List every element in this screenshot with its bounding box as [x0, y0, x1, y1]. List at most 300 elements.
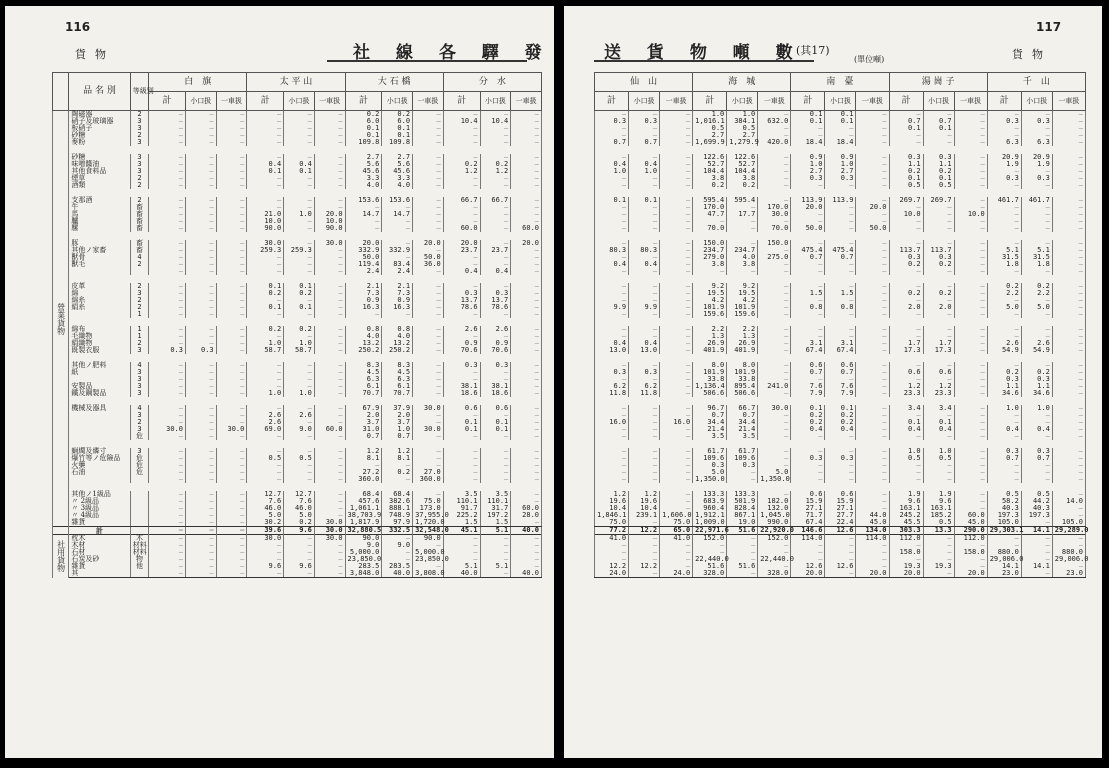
- cell-carload: —: [1052, 304, 1085, 311]
- cell-total: —: [987, 419, 1021, 426]
- cell-total: 91.7: [443, 505, 480, 512]
- item-name: 木材: [69, 542, 130, 549]
- cell-carload: —: [660, 505, 693, 512]
- cell-small-lot: —: [480, 448, 511, 455]
- cell-carload: —: [511, 326, 542, 333]
- cell-carload: —: [856, 505, 889, 512]
- cell-small-lot: 27.1: [825, 505, 856, 512]
- cell-carload: —: [216, 519, 247, 527]
- cell-total: 163.1: [889, 505, 923, 512]
- cell-total: —: [149, 455, 186, 462]
- cell-carload: —: [314, 390, 345, 397]
- col-small-lot: 小口扱: [629, 92, 660, 111]
- cell-total: —: [443, 218, 480, 225]
- cell-total: 0.3: [987, 448, 1021, 455]
- cell-total: —: [247, 182, 284, 189]
- cell-total: —: [987, 211, 1021, 218]
- cell-total: —: [987, 311, 1021, 318]
- cell-carload: —: [216, 254, 247, 261]
- cell-carload: —: [511, 383, 542, 390]
- cell-small-lot: —: [185, 519, 216, 527]
- cell-carload: —: [413, 304, 444, 311]
- cell-small-lot: 5.6: [382, 161, 413, 168]
- item-name: 枕木: [69, 535, 130, 543]
- cell-carload: —: [511, 311, 542, 318]
- item-name: 皮革: [69, 283, 130, 290]
- cell-carload: —: [216, 326, 247, 333]
- cell-small-lot: —: [284, 132, 315, 139]
- cell-total: —: [149, 333, 186, 340]
- cell-carload: —: [1052, 491, 1085, 498]
- cell-small-lot: 23.7: [480, 247, 511, 254]
- cell-small-lot: 5.1: [1021, 247, 1052, 254]
- col-carload: 一車扱: [856, 92, 889, 111]
- cell-carload: —: [660, 347, 693, 354]
- cell-carload: —: [413, 182, 444, 189]
- cell-small-lot: —: [825, 132, 856, 139]
- cell-small-lot: 250.2: [382, 347, 413, 354]
- item-name: 陶磁器: [69, 111, 130, 119]
- item-class: 2: [130, 419, 148, 426]
- cell-small-lot: 2.6: [1021, 340, 1052, 347]
- cell-small-lot: —: [1021, 240, 1052, 247]
- cell-total: 0.2: [987, 283, 1021, 290]
- cell-carload: —: [660, 118, 693, 125]
- table-row: [595, 347, 1086, 354]
- spacer-row: [595, 318, 1086, 326]
- cell-total: 0.3: [595, 118, 629, 125]
- cell-small-lot: —: [727, 240, 758, 247]
- cell-carload: —: [314, 182, 345, 189]
- cell-small-lot: —: [185, 419, 216, 426]
- cell-carload: 20.0: [856, 204, 889, 211]
- item-name: 綿布: [69, 326, 130, 333]
- cell-carload: —: [511, 462, 542, 469]
- cell-carload: —: [954, 426, 987, 433]
- cell-total: 1,009.0: [693, 519, 727, 527]
- cell-small-lot: —: [629, 182, 660, 189]
- cell-total: —: [149, 570, 186, 578]
- table-row: [595, 476, 1086, 483]
- cell-carload: 30.0: [413, 405, 444, 412]
- cell-small-lot: 1.0: [284, 211, 315, 218]
- cell-total: —: [595, 297, 629, 304]
- item-class: 3: [130, 154, 148, 161]
- cell-carload: —: [954, 498, 987, 505]
- cell-total: 0.3: [791, 175, 825, 182]
- cell-small-lot: —: [185, 433, 216, 440]
- cell-carload: —: [216, 455, 247, 462]
- cell-total: 2.0: [345, 412, 382, 419]
- cell-carload: 60.0: [314, 426, 345, 433]
- cell-total: 0.7: [791, 254, 825, 261]
- table-row: [53, 182, 542, 189]
- cell-carload: —: [413, 161, 444, 168]
- cell-carload: —: [314, 405, 345, 412]
- cell-total: —: [987, 542, 1021, 549]
- cell-total: —: [149, 549, 186, 556]
- cell-small-lot: —: [284, 433, 315, 440]
- cell-small-lot: 595.4: [727, 197, 758, 204]
- cell-small-lot: —: [284, 369, 315, 376]
- cell-total: 30.0: [247, 535, 284, 543]
- cell-total: 475.4: [791, 247, 825, 254]
- cell-carload: —: [954, 139, 987, 146]
- cell-carload: 45.0: [856, 519, 889, 527]
- cell-carload: —: [511, 535, 542, 543]
- cell-carload: —: [1052, 204, 1085, 211]
- item-name: 石材: [69, 549, 130, 556]
- cell-small-lot: 0.2: [1021, 369, 1052, 376]
- cell-small-lot: —: [185, 254, 216, 261]
- cell-small-lot: —: [480, 542, 511, 549]
- cell-total: —: [693, 542, 727, 549]
- item-class: 他: [130, 563, 148, 570]
- cell-small-lot: —: [480, 240, 511, 247]
- cell-small-lot: —: [185, 455, 216, 462]
- cell-small-lot: 0.3: [629, 369, 660, 376]
- cell-carload: —: [413, 347, 444, 354]
- cell-carload: —: [413, 283, 444, 290]
- cell-total: —: [595, 211, 629, 218]
- cell-carload: —: [954, 247, 987, 254]
- cell-carload: —: [660, 549, 693, 556]
- cell-carload: —: [511, 469, 542, 476]
- cell-small-lot: —: [629, 405, 660, 412]
- cell-total: —: [247, 154, 284, 161]
- cell-small-lot: —: [284, 362, 315, 369]
- item-class: 2: [130, 175, 148, 182]
- cell-total: —: [595, 549, 629, 556]
- cell-small-lot: —: [185, 376, 216, 383]
- cell-carload: —: [758, 247, 791, 254]
- cell-small-lot: —: [1021, 211, 1052, 218]
- cell-carload: —: [314, 448, 345, 455]
- cell-carload: —: [856, 498, 889, 505]
- cell-small-lot: 269.7: [923, 197, 954, 204]
- cell-total: —: [595, 218, 629, 225]
- cell-total: —: [443, 125, 480, 132]
- cell-total: 32,880.5: [345, 527, 382, 535]
- cell-total: 0.2: [791, 419, 825, 426]
- cell-total: —: [149, 412, 186, 419]
- cell-carload: —: [660, 161, 693, 168]
- cell-carload: —: [314, 362, 345, 369]
- cell-carload: —: [758, 563, 791, 570]
- corner-label-right: 貨物: [1012, 48, 1052, 61]
- cell-total: 66.7: [443, 197, 480, 204]
- item-class: 1: [130, 311, 148, 318]
- cell-small-lot: 70.7: [382, 390, 413, 397]
- cell-total: 50.0: [791, 225, 825, 232]
- title-right: 送 貨 物 噸 數: [604, 43, 803, 63]
- cell-small-lot: 0.2: [825, 412, 856, 419]
- cell-carload: 360.0: [413, 476, 444, 483]
- spacer-row: [53, 440, 542, 448]
- cell-total: —: [149, 462, 186, 469]
- cell-carload: —: [314, 505, 345, 512]
- cell-carload: 22,440.0: [758, 556, 791, 563]
- cell-carload: —: [413, 369, 444, 376]
- table-row: [53, 369, 542, 376]
- cell-small-lot: —: [727, 476, 758, 483]
- cell-small-lot: —: [825, 218, 856, 225]
- cell-total: 0.1: [889, 175, 923, 182]
- cell-carload: —: [856, 175, 889, 182]
- cell-small-lot: 10.4: [480, 118, 511, 125]
- cell-total: 234.7: [693, 247, 727, 254]
- cell-total: 1,350.0: [693, 476, 727, 483]
- item-name: 支那酒: [69, 197, 130, 204]
- cell-carload: —: [758, 161, 791, 168]
- cell-carload: —: [856, 161, 889, 168]
- cell-total: 0.2: [443, 161, 480, 168]
- cell-carload: —: [314, 433, 345, 440]
- cell-carload: —: [511, 197, 542, 204]
- cell-carload: —: [216, 311, 247, 318]
- cell-total: —: [149, 383, 186, 390]
- cell-total: —: [987, 362, 1021, 369]
- cell-carload: —: [314, 125, 345, 132]
- cell-carload: —: [758, 347, 791, 354]
- cell-carload: —: [660, 175, 693, 182]
- cell-total: —: [987, 225, 1021, 232]
- cell-total: —: [443, 111, 480, 119]
- cell-small-lot: 0.3: [185, 347, 216, 354]
- cell-total: 225.2: [443, 512, 480, 519]
- col-carload: 一車扱: [216, 92, 247, 111]
- cell-total: 0.6: [443, 405, 480, 412]
- cell-total: —: [149, 254, 186, 261]
- cell-small-lot: 163.1: [923, 505, 954, 512]
- cell-small-lot: —: [923, 204, 954, 211]
- cell-small-lot: —: [185, 261, 216, 268]
- cell-carload: 29,006.0: [1052, 556, 1085, 563]
- cell-total: 159.6: [693, 311, 727, 318]
- spacer-cell: [595, 318, 1086, 326]
- cell-carload: 5.0: [758, 469, 791, 476]
- cell-carload: 173.0: [413, 505, 444, 512]
- cell-total: 4.0: [345, 182, 382, 189]
- cell-total: 0.4: [443, 268, 480, 275]
- table-row: [595, 225, 1086, 232]
- cell-total: —: [443, 154, 480, 161]
- cell-carload: —: [314, 154, 345, 161]
- table-row: [595, 469, 1086, 476]
- table-row: [595, 455, 1086, 462]
- cell-small-lot: 0.1: [825, 405, 856, 412]
- cell-carload: —: [511, 476, 542, 483]
- cell-total: 96.7: [693, 405, 727, 412]
- cell-small-lot: 0.1: [923, 419, 954, 426]
- cell-carload: —: [314, 283, 345, 290]
- cell-small-lot: 9.0: [284, 426, 315, 433]
- cell-small-lot: 0.4: [1021, 426, 1052, 433]
- cell-small-lot: —: [629, 455, 660, 462]
- cell-small-lot: —: [629, 225, 660, 232]
- cell-carload: —: [216, 175, 247, 182]
- cell-carload: —: [314, 161, 345, 168]
- cell-total: —: [791, 462, 825, 469]
- cell-small-lot: 12.2: [629, 527, 660, 535]
- cell-total: 0.1: [345, 132, 382, 139]
- item-name: [69, 426, 130, 433]
- cell-carload: —: [314, 476, 345, 483]
- cell-small-lot: —: [923, 570, 954, 578]
- cell-carload: —: [413, 491, 444, 498]
- cell-small-lot: 2.6: [284, 412, 315, 419]
- item-class: 2: [130, 132, 148, 139]
- cell-total: 9.0: [345, 542, 382, 549]
- cell-small-lot: —: [629, 476, 660, 483]
- spacer-cell: [595, 232, 1086, 240]
- cell-total: —: [791, 556, 825, 563]
- table-row: [53, 311, 542, 318]
- cell-small-lot: —: [825, 297, 856, 304]
- cell-carload: 16.0: [660, 419, 693, 426]
- cell-carload: —: [1052, 297, 1085, 304]
- cell-total: —: [149, 182, 186, 189]
- cell-small-lot: 1.7: [923, 340, 954, 347]
- cell-small-lot: 6.0: [382, 118, 413, 125]
- cell-carload: —: [314, 369, 345, 376]
- cell-carload: —: [856, 261, 889, 268]
- cell-carload: —: [511, 247, 542, 254]
- cell-small-lot: 9.6: [923, 498, 954, 505]
- item-class: [130, 519, 148, 527]
- cell-total: —: [443, 283, 480, 290]
- col-carload: 一車扱: [314, 92, 345, 111]
- cell-carload: —: [758, 455, 791, 462]
- cell-carload: —: [660, 362, 693, 369]
- cell-small-lot: —: [629, 542, 660, 549]
- cell-small-lot: —: [284, 240, 315, 247]
- cell-small-lot: —: [629, 218, 660, 225]
- cell-carload: —: [758, 175, 791, 182]
- cell-total: 283.5: [345, 563, 382, 570]
- cell-carload: —: [511, 542, 542, 549]
- cell-carload: 1,720.0: [413, 519, 444, 527]
- cell-carload: —: [511, 412, 542, 419]
- cell-total: 3,848.0: [345, 570, 382, 578]
- table-row: [53, 132, 542, 139]
- cell-carload: —: [1052, 218, 1085, 225]
- cell-carload: —: [216, 491, 247, 498]
- cell-total: —: [149, 168, 186, 175]
- cell-carload: —: [856, 549, 889, 556]
- cell-total: —: [149, 448, 186, 455]
- cell-carload: —: [856, 197, 889, 204]
- cell-total: —: [443, 132, 480, 139]
- cell-total: 2.2: [987, 290, 1021, 297]
- cell-small-lot: —: [185, 448, 216, 455]
- cell-carload: —: [856, 218, 889, 225]
- cell-carload: —: [511, 290, 542, 297]
- cell-small-lot: 159.6: [727, 311, 758, 318]
- item-name: 紙: [69, 369, 130, 376]
- item-name: 其他食料品: [69, 168, 130, 175]
- cell-total: 0.6: [889, 369, 923, 376]
- cell-total: —: [889, 412, 923, 419]
- table-row: [53, 268, 542, 275]
- col-small-lot: 小口扱: [284, 92, 315, 111]
- col-carload: 一車扱: [758, 92, 791, 111]
- cell-total: 0.3: [693, 462, 727, 469]
- cell-total: 0.7: [987, 455, 1021, 462]
- cell-carload: —: [660, 383, 693, 390]
- cell-total: —: [595, 254, 629, 261]
- cell-total: 67.9: [345, 405, 382, 412]
- cell-carload: —: [856, 154, 889, 161]
- item-name: 絹織物: [69, 340, 130, 347]
- title-rule-left: [327, 60, 527, 62]
- cell-carload: 32,548.0: [413, 527, 444, 535]
- cell-total: 1,846.1: [595, 512, 629, 519]
- cell-carload: —: [660, 111, 693, 119]
- cell-carload: 45.0: [954, 519, 987, 527]
- item-class: 3: [130, 118, 148, 125]
- cell-total: —: [443, 204, 480, 211]
- cell-small-lot: 16.3: [382, 304, 413, 311]
- item-class: 2: [130, 297, 148, 304]
- cell-small-lot: 80.3: [629, 247, 660, 254]
- table-row: [595, 161, 1086, 168]
- col-small-lot: 小口扱: [1021, 92, 1052, 111]
- col-total: 計: [889, 92, 923, 111]
- cell-carload: —: [511, 455, 542, 462]
- cell-small-lot: 22.4: [825, 519, 856, 527]
- table-row: [53, 390, 542, 397]
- cell-carload: —: [1052, 383, 1085, 390]
- cell-small-lot: 38.1: [480, 383, 511, 390]
- cell-total: —: [595, 111, 629, 119]
- cell-carload: —: [413, 139, 444, 146]
- cell-small-lot: 1.1: [923, 161, 954, 168]
- cell-small-lot: —: [923, 268, 954, 275]
- table-row: [53, 247, 542, 254]
- cell-carload: —: [660, 168, 693, 175]
- cell-total: —: [149, 311, 186, 318]
- cell-total: —: [595, 412, 629, 419]
- cell-small-lot: —: [284, 261, 315, 268]
- cell-carload: —: [314, 118, 345, 125]
- cell-small-lot: 4.0: [382, 182, 413, 189]
- table-row: [53, 168, 542, 175]
- left-page: [5, 6, 554, 758]
- cell-carload: 880.0: [1052, 549, 1085, 556]
- cell-total: 1.8: [987, 261, 1021, 268]
- cell-total: 9.6: [247, 563, 284, 570]
- cell-small-lot: —: [185, 283, 216, 290]
- cell-small-lot: —: [185, 247, 216, 254]
- cell-small-lot: 475.4: [825, 247, 856, 254]
- cell-carload: —: [758, 369, 791, 376]
- cell-small-lot: 1.0: [284, 390, 315, 397]
- cell-total: —: [149, 505, 186, 512]
- cell-carload: —: [1052, 211, 1085, 218]
- cell-total: —: [149, 419, 186, 426]
- cell-small-lot: —: [629, 419, 660, 426]
- cell-total: 2.7: [791, 168, 825, 175]
- item-name: 雜貨: [69, 563, 130, 570]
- cell-total: —: [889, 362, 923, 369]
- cell-total: 1.9: [889, 491, 923, 498]
- cell-carload: —: [856, 433, 889, 440]
- cell-carload: —: [216, 333, 247, 340]
- cell-carload: —: [660, 247, 693, 254]
- cell-total: 7.6: [247, 498, 284, 505]
- cell-carload: 170.0: [758, 204, 791, 211]
